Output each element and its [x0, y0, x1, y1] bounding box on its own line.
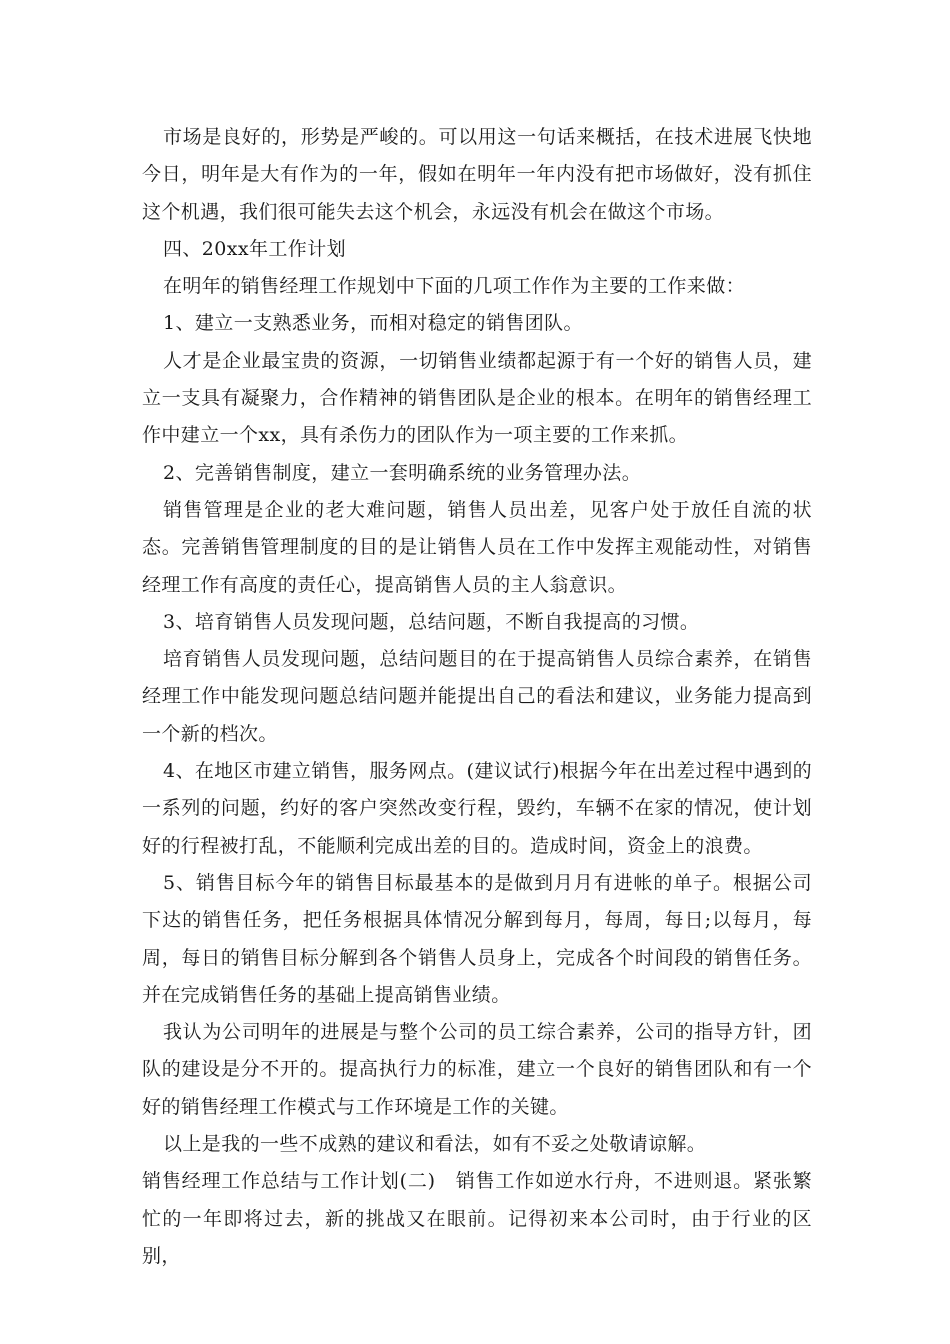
- plan-item-1-heading: 1、建立一支熟悉业务，而相对稳定的销售团队。: [163, 312, 583, 335]
- plan-item-3-body: 培育销售人员发现问题，总结问题目的在于提高销售人员综合素养，在销售经理工作中能发现问题总结问题并能提出自己的看法和建议，业务能力提高到一个新的档次。: [142, 648, 812, 745]
- plan-item-3-heading: 3、培育销售人员发现问题，总结问题，不断自我提高的习惯。: [163, 610, 700, 633]
- plan-item-5: 5、销售目标今年的销售目标最基本的是做到月月有进帐的单子。根据公司下达的销售任务，把任务根据具体情况分解到每月，每周，每日;以每月，每周，每日的销售目标分解到各个销售人员身上，完成各个时间段的销售任务。并在完成销售任务的基础上提高销售业绩。: [142, 871, 812, 1006]
- plan-item-2-heading: 2、完善销售制度，建立一套明确系统的业务管理办法。: [163, 461, 642, 484]
- paragraph-conclusion: 我认为公司明年的进展是与整个公司的员工综合素养，公司的指导方针，团队的建设是分不开的。提高执行力的标准，建立一个良好的销售团队和有一个好的销售经理工作模式与工作环境是工作的关键。: [142, 1021, 812, 1118]
- plan-item-1-body: 人才是企业最宝贵的资源，一切销售业绩都起源于有一个好的销售人员，建立一支具有凝聚力，合作精神的销售团队是企业的根本。在明年的销售经理工作中建立一个xx，具有杀伤力的团队作为一项主要的工作来抓。: [142, 349, 812, 447]
- document-body: [142, 119, 812, 1275]
- plan-item-4: 4、在地区市建立销售，服务网点。(建议试行)根据今年在出差过程中遇到的一系列的问题，约好的客户突然改变行程，毁约，车辆不在家的情况，使计划好的行程被打乱，不能顺利完成出差的目的。造成时间，资金上的浪费。: [142, 760, 812, 857]
- paragraph-plan-intro: 在明年的销售经理工作规划中下面的几项工作作为主要的工作来做：: [163, 275, 746, 298]
- paragraph-second-summary-start: 销售经理工作总结与工作计划(二) 销售工作如逆水行舟，不进则退。紧张繁忙的一年即将过去，新的挑战又在眼前。记得初来本公司时，由于行业的区别，: [142, 1170, 812, 1267]
- paragraph-market-outlook: 市场是良好的，形势是严峻的。可以用这一句话来概括，在技术进展飞快地今日，明年是大有作为的一年，假如在明年一年内没有把市场做好，没有抓住这个机遇，我们很可能失去这个机会，永远没有机会在做这个市场。: [142, 126, 812, 223]
- section-heading-work-plan: 四、20xx年工作计划: [163, 237, 347, 260]
- plan-item-2-body: 销售管理是企业的老大难问题，销售人员出差，见客户处于放任自流的状态。完善销售管理制度的目的是让销售人员在工作中发挥主观能动性，对销售经理工作有高度的责任心，提高销售人员的主人翁意识。: [142, 498, 812, 596]
- paragraph-closing-remark: 以上是我的一些不成熟的建议和看法，如有不妥之处敬请谅解。: [163, 1133, 707, 1156]
